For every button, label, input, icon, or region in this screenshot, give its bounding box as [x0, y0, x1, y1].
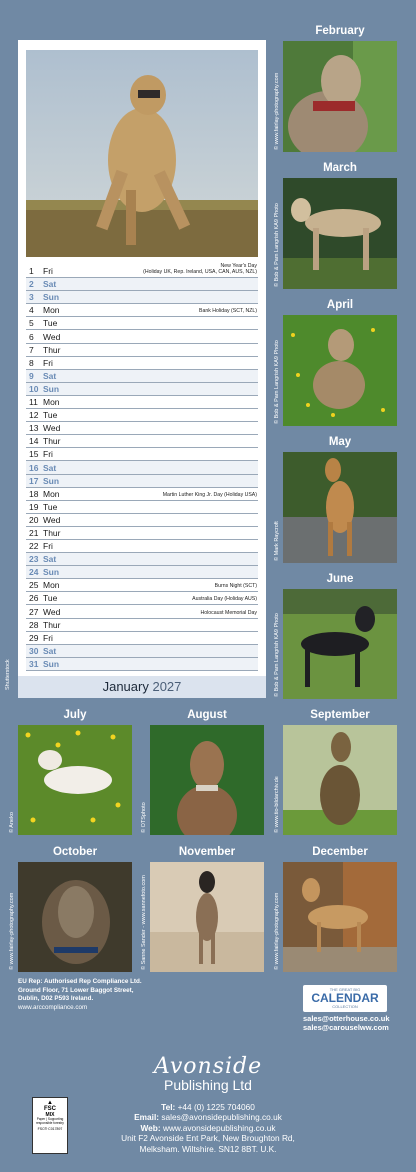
- day-row: [26, 370, 258, 383]
- day-number: 5: [29, 318, 34, 329]
- day-name: Sat: [43, 279, 57, 290]
- day-row: [26, 501, 258, 514]
- day-number: 23: [29, 554, 39, 565]
- day-number: 10: [29, 383, 39, 394]
- march-credit: © Bob & Pam Langrish KA9 Photo: [274, 203, 280, 287]
- june-label: June: [326, 573, 354, 585]
- tel-label: Tel:: [161, 1102, 176, 1112]
- sales-email-carousel[interactable]: sales@carouselww.com: [303, 1023, 389, 1032]
- day-row: [26, 566, 258, 579]
- eu-rep-block: [18, 978, 158, 1012]
- day-row: [26, 514, 258, 527]
- day-name: Sun: [43, 292, 60, 303]
- day-name: Mon: [43, 305, 60, 316]
- july-label: July: [63, 709, 87, 721]
- day-name: Wed: [43, 331, 61, 342]
- eu-rep-link[interactable]: www.arccompliance.com: [18, 1003, 88, 1011]
- day-number: 29: [29, 632, 39, 643]
- day-name: Tue: [43, 410, 58, 421]
- logo-main-text: CALENDAR: [311, 991, 379, 1005]
- day-name: Thur: [43, 344, 61, 355]
- day-row: [26, 291, 258, 304]
- day-name: Fri: [43, 541, 53, 552]
- august-photo: [150, 725, 264, 835]
- day-row: [26, 344, 258, 357]
- day-row: [26, 383, 258, 396]
- day-event: Martin Luther King Jr. Day (Holiday USA): [162, 491, 257, 498]
- day-number: 17: [29, 475, 39, 486]
- day-row: [26, 396, 258, 409]
- april-label: April: [326, 299, 354, 311]
- day-name: Fri: [43, 357, 53, 368]
- january-photo: [26, 50, 258, 257]
- logo-sub-text: COLLECTION: [332, 1004, 358, 1009]
- august-label: August: [187, 709, 227, 721]
- day-number: 7: [29, 344, 34, 355]
- month-name: January: [102, 679, 149, 694]
- fsc-text: Paper | Supporting responsible forestry: [36, 1117, 64, 1125]
- sales-emails: [303, 1014, 403, 1032]
- day-number: 20: [29, 514, 39, 525]
- day-number: 15: [29, 449, 39, 460]
- day-row: [26, 265, 258, 278]
- day-number: 3: [29, 292, 34, 303]
- day-row: [26, 658, 258, 671]
- day-number: 8: [29, 357, 34, 368]
- publisher-logo: [0, 1054, 416, 1093]
- fsc-label: FSC: [44, 1106, 56, 1112]
- november-label: November: [178, 846, 236, 858]
- december-label: December: [312, 846, 368, 858]
- may-photo: [283, 452, 397, 563]
- email-value[interactable]: sales@avonsidepublishing.co.uk: [161, 1112, 282, 1123]
- day-name: Wed: [43, 423, 61, 434]
- day-row: [26, 448, 258, 461]
- fsc-logo: [32, 1097, 68, 1154]
- day-number: 22: [29, 541, 39, 552]
- day-number: 30: [29, 645, 39, 656]
- april-photo: [283, 315, 397, 426]
- day-name: Sun: [43, 475, 60, 486]
- day-name: Sat: [43, 370, 57, 381]
- day-name: Fri: [43, 632, 53, 643]
- july-photo: [18, 725, 132, 835]
- day-list: [26, 265, 258, 671]
- day-row: [26, 540, 258, 553]
- day-number: 2: [29, 279, 34, 290]
- day-event: New Year's Day (Holiday UK, Rep. Ireland, USA, CAN, AUS, NZL): [143, 263, 257, 276]
- fsc-tree-icon: ▲: [47, 1100, 53, 1106]
- email-label: Email:: [134, 1112, 160, 1123]
- day-name: Tue: [43, 318, 58, 329]
- day-row: [26, 304, 258, 317]
- day-number: 18: [29, 488, 39, 499]
- day-name: Mon: [43, 580, 60, 591]
- day-name: Wed: [43, 514, 61, 525]
- day-row: [26, 632, 258, 645]
- address-line: Unit F2 Avonside Ent Park, New Broughton Rd,: [121, 1133, 295, 1144]
- fsc-mix: MIX: [45, 1112, 55, 1118]
- day-name: Thur: [43, 436, 61, 447]
- february-label: February: [315, 25, 365, 37]
- fsc-code: FSC® C017897: [37, 1126, 63, 1131]
- great-big-calendar-logo: [303, 985, 387, 1012]
- april-credit: © Bob & Pam Langrish KA9 Photo: [274, 340, 280, 424]
- october-label: October: [52, 846, 98, 858]
- november-photo: [150, 862, 264, 972]
- june-photo: [283, 589, 397, 699]
- day-row: [26, 409, 258, 422]
- may-credit: © Mark Raycroft: [274, 521, 280, 561]
- february-photo: [283, 41, 397, 152]
- tel-value[interactable]: +44 (0) 1225 704060: [177, 1102, 255, 1112]
- day-name: Sun: [43, 658, 60, 669]
- day-name: Sat: [43, 645, 57, 656]
- day-name: Sat: [43, 462, 57, 473]
- january-title: [18, 676, 266, 698]
- day-name: Mon: [43, 488, 60, 499]
- sales-email-otterhouse[interactable]: sales@otterhouse.co.uk: [303, 1014, 390, 1023]
- web-value[interactable]: www.avonsidepublishing.co.uk: [162, 1122, 276, 1133]
- day-name: Sun: [43, 567, 60, 578]
- day-number: 21: [29, 527, 39, 538]
- day-row: [26, 553, 258, 566]
- web-label: Web:: [140, 1122, 161, 1133]
- day-row: [26, 619, 258, 632]
- october-credit: © www.fairlay-photography.com: [9, 892, 15, 970]
- year: 2027: [152, 679, 182, 694]
- day-number: 27: [29, 606, 39, 617]
- day-row: [26, 317, 258, 330]
- day-name: Fri: [43, 266, 53, 277]
- november-credit: © Sanne Sander - www.sannefoto.com: [141, 875, 147, 970]
- day-number: 11: [29, 397, 38, 408]
- day-name: Wed: [43, 606, 61, 617]
- august-credit: © OTSphoto: [141, 802, 147, 833]
- january-photo-credit: Shutterstock: [5, 659, 11, 690]
- day-name: Tue: [43, 501, 58, 512]
- day-number: 12: [29, 410, 39, 421]
- day-row: [26, 278, 258, 291]
- day-name: Sun: [43, 383, 60, 394]
- day-row: [26, 605, 258, 618]
- day-row: [26, 475, 258, 488]
- day-row: [26, 527, 258, 540]
- eu-rep-line: Ground Floor, 71 Lower Baggot Street,: [18, 986, 134, 994]
- may-label: May: [328, 436, 352, 448]
- day-name: Thur: [43, 527, 61, 538]
- day-name: Tue: [43, 593, 58, 604]
- day-number: 24: [29, 567, 39, 578]
- october-photo: [18, 862, 132, 972]
- day-row: [26, 357, 258, 370]
- march-photo: [283, 178, 397, 289]
- december-credit: © www.fairlay-photography.com: [274, 892, 280, 970]
- day-number: 28: [29, 619, 39, 630]
- day-row: [26, 330, 258, 343]
- address-line: Melksham. Wiltshire. SN12 8BT. U.K.: [139, 1143, 277, 1154]
- september-photo: [283, 725, 397, 835]
- day-event: Burns Night (SCT): [214, 583, 257, 590]
- day-row: [26, 488, 258, 501]
- publisher-name-line2: Publishing Ltd: [164, 1077, 252, 1093]
- day-number: 31: [29, 658, 39, 669]
- day-name: Thur: [43, 619, 61, 630]
- september-label: September: [310, 709, 370, 721]
- day-number: 9: [29, 370, 34, 381]
- day-row: [26, 645, 258, 658]
- day-number: 19: [29, 501, 39, 512]
- march-label: March: [323, 162, 357, 174]
- february-credit: © www.fairlay-photography.com: [274, 72, 280, 150]
- day-name: Fri: [43, 449, 53, 460]
- day-number: 1: [29, 266, 34, 277]
- day-row: [26, 579, 258, 592]
- day-row: [26, 592, 258, 605]
- september-credit: © www.tio-bildarchiv.de: [274, 776, 280, 833]
- day-number: 26: [29, 593, 39, 604]
- day-name: Sat: [43, 554, 57, 565]
- july-credit: © Aneko: [9, 812, 15, 833]
- day-event: Holocaust Memorial Day: [200, 609, 257, 616]
- day-row: [26, 461, 258, 474]
- day-event: Australia Day (Holiday AUS): [192, 596, 257, 603]
- eu-rep-line: EU Rep: Authorised Rep Compliance Ltd.: [18, 978, 142, 985]
- december-photo: [283, 862, 397, 972]
- day-number: 6: [29, 331, 34, 342]
- day-number: 16: [29, 462, 39, 473]
- logo-top-text: THE GREAT BIG: [329, 987, 361, 992]
- day-event: Bank Holiday (SCT, NZL): [199, 308, 257, 315]
- day-number: 4: [29, 305, 34, 316]
- day-number: 14: [29, 436, 39, 447]
- day-name: Mon: [43, 397, 60, 408]
- eu-rep-line: Dublin, D02 P593 Ireland.: [18, 995, 94, 1002]
- june-credit: © Bob & Pam Langrish KA9 Photo: [274, 613, 280, 697]
- day-row: [26, 435, 258, 448]
- day-row: [26, 422, 258, 435]
- publisher-name-line1: Avonside: [153, 1054, 263, 1079]
- day-number: 13: [29, 423, 39, 434]
- day-number: 25: [29, 580, 39, 591]
